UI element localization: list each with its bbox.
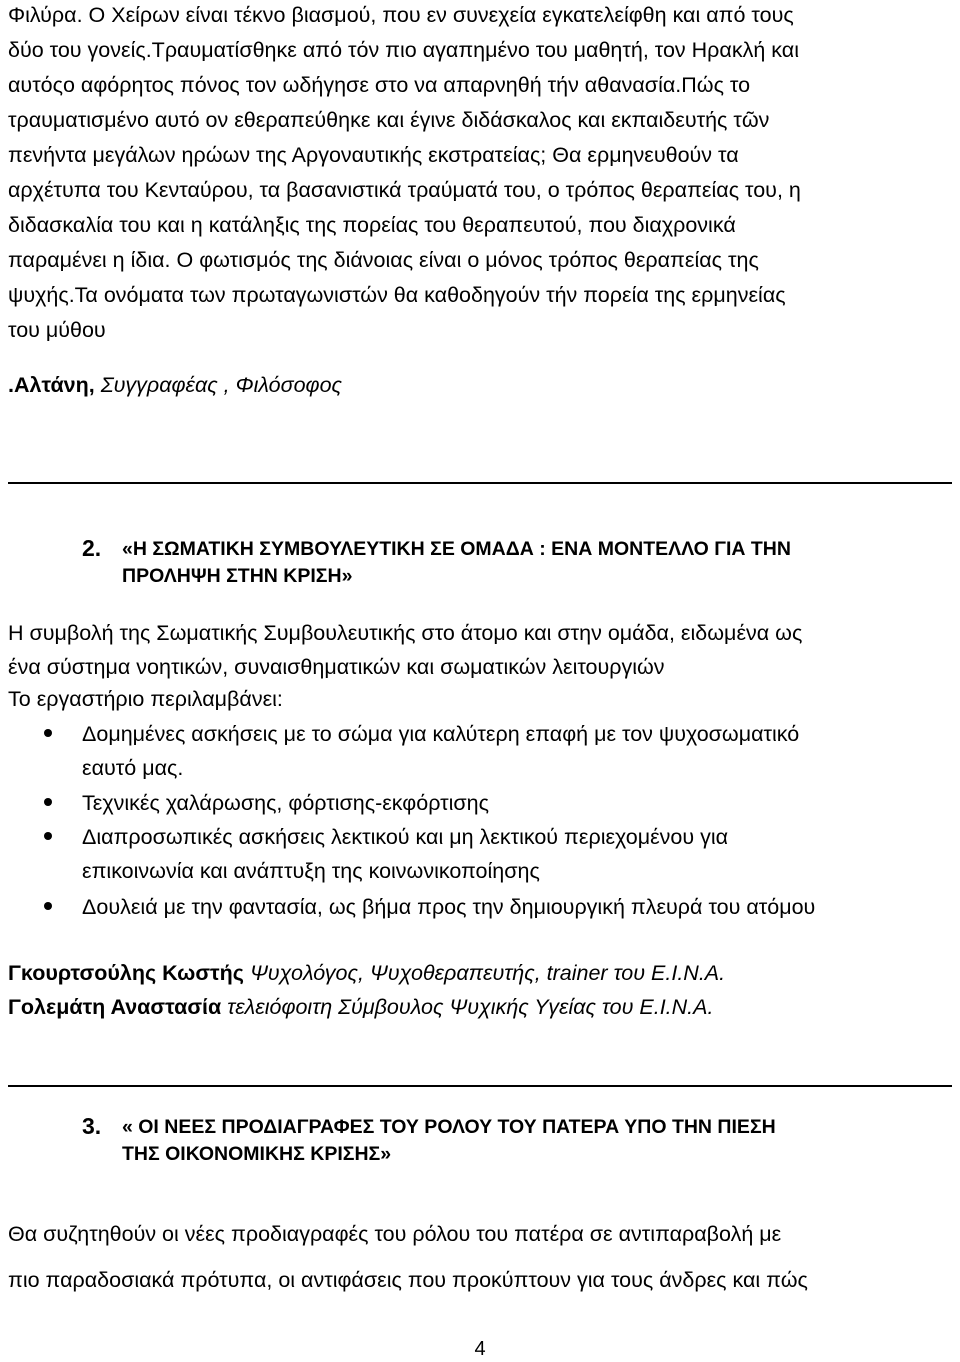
- text-line: Το εργαστήριο περιλαμβάνει:: [8, 687, 283, 711]
- intro-author: [8, 372, 342, 398]
- section-heading: ΤΗΣ ΟΙΚΟΝΟΜΙΚΗΣ ΚΡΙΣΗΣ»: [122, 1143, 392, 1165]
- section-divider: [8, 1085, 952, 1087]
- text-line: Φιλύρα. Ο Χείρων είναι τέκνο βιασμού, που εν συνεχεία εγκατελείφθη και από τους: [8, 3, 794, 27]
- section-heading: « ΟΙ ΝΕΕΣ ΠΡΟΔΙΑΓΡΑΦΕΣ ΤΟΥ ΡΟΛΟΥ ΤΟΥ ΠΑΤΕΡΑ ΥΠΟ ΤΗΝ ΠΙΕΣΗ: [122, 1116, 776, 1138]
- text-line: αυτόςο αφόρητος πόνος τον ωδήγησε στο να απαρνηθή τήν αθανασία.Πώς το: [8, 73, 751, 97]
- list-item-text: Δομημένες ασκήσεις με το σώμα για καλύτερη επαφή με τον ψυχοσωματικό: [82, 722, 800, 746]
- list-item-text: Δουλειά με την φαντασία, ως βήμα προς την δημιουργική πλευρά του ατόμου: [82, 895, 816, 919]
- text-line: διδασκαλία του και η κατάληξις της πορείας του θεραπευτού, που διαχρονικά: [8, 213, 736, 237]
- text-line: παραμένει η ίδια. Ο φωτισμός της διάνοιας είναι ο μόνος τρόπος θεραπείας της: [8, 248, 759, 272]
- bullet-icon: [44, 729, 52, 737]
- author-role: Ψυχολόγος, Ψυχοθεραπευτής, trainer του Ε.Ι.Ν.Α.: [243, 961, 726, 985]
- bullet-icon: [44, 902, 52, 910]
- bullet-icon: [44, 798, 52, 806]
- section-heading: «Η ΣΩΜΑΤΙΚΗ ΣΥΜΒΟΥΛΕΥΤΙΚΗ ΣΕ ΟΜΑΔΑ : ΕΝΑ ΜΟΝΤΕΛΛΟ ΓΙΑ ΤΗΝ: [122, 538, 791, 560]
- section-number: 2.: [82, 535, 102, 561]
- text-line: δύο του γονείς.Τραυματίσθηκε από τόν πιο αγαπημένο του μαθητή, τον Ηρακλή και: [8, 38, 799, 62]
- text-line: αρχέτυπα του Κενταύρου, τα βασανιστικά τραύματά του, ο τρόπος θεραπείας του, η: [8, 178, 801, 202]
- text-line: του μύθου: [8, 318, 106, 342]
- section-divider: [8, 482, 952, 484]
- text-line: Θα συζητηθούν οι νέες προδιαγραφές του ρόλου του πατέρα σε αντιπαραβολή με: [8, 1222, 782, 1246]
- author-name: .Αλτάνη,: [8, 373, 95, 397]
- page-number: 4: [474, 1338, 486, 1360]
- author-name: Γκουρτσούλης Κωστής: [8, 961, 244, 985]
- section-author: [8, 960, 725, 986]
- bullet-icon: [44, 832, 52, 840]
- text-line: τραυματισμένο αυτό ον εθεραπεύθηκε και έγινε διδάσκαλος και εκπαιδευτής τῶν: [8, 108, 770, 132]
- author-name: Γολεμάτη Αναστασία: [8, 995, 222, 1019]
- list-item-text: εαυτό μας.: [82, 756, 184, 780]
- section-author: [8, 994, 713, 1020]
- text-line: ένα σύστημα νοητικών, συναισθηματικών και σωματικών λειτουργιών: [8, 655, 665, 679]
- list-item-text: Τεχνικές χαλάρωσης, φόρτισης-εκφόρτισης: [82, 791, 489, 815]
- author-role: τελειόφοιτη Σύμβουλος Ψυχικής Υγείας του Ε.Ι.Ν.Α.: [221, 995, 714, 1019]
- text-line: ψυχής.Τα ονόματα των πρωταγωνιστών θα καθοδηγούν τήν πορεία της ερμηνείας: [8, 283, 786, 307]
- text-line: πενήντα μεγάλων ηρώων της Αργοναυτικής εκστρατείας; Θα ερμηνευθούν τα: [8, 143, 739, 167]
- author-role: Συγγραφέας , Φιλόσοφος: [94, 373, 342, 397]
- text-line: Η συμβολή της Σωματικής Συμβουλευτικής στο άτομο και στην ομάδα, ειδωμένα ως: [8, 621, 803, 645]
- list-item-text: επικοινωνία και ανάπτυξη της κοινωνικοποίησης: [82, 859, 540, 883]
- section-heading: ΠΡΟΛΗΨΗ ΣΤΗΝ ΚΡΙΣΗ»: [122, 565, 353, 587]
- section-number: 3.: [82, 1113, 102, 1139]
- text-line: πιο παραδοσιακά πρότυπα, οι αντιφάσεις που προκύπτουν για τους άνδρες και πώς: [8, 1268, 808, 1292]
- list-item-text: Διαπροσωπικές ασκήσεις λεκτικού και μη λεκτικού περιεχομένου για: [82, 825, 729, 849]
